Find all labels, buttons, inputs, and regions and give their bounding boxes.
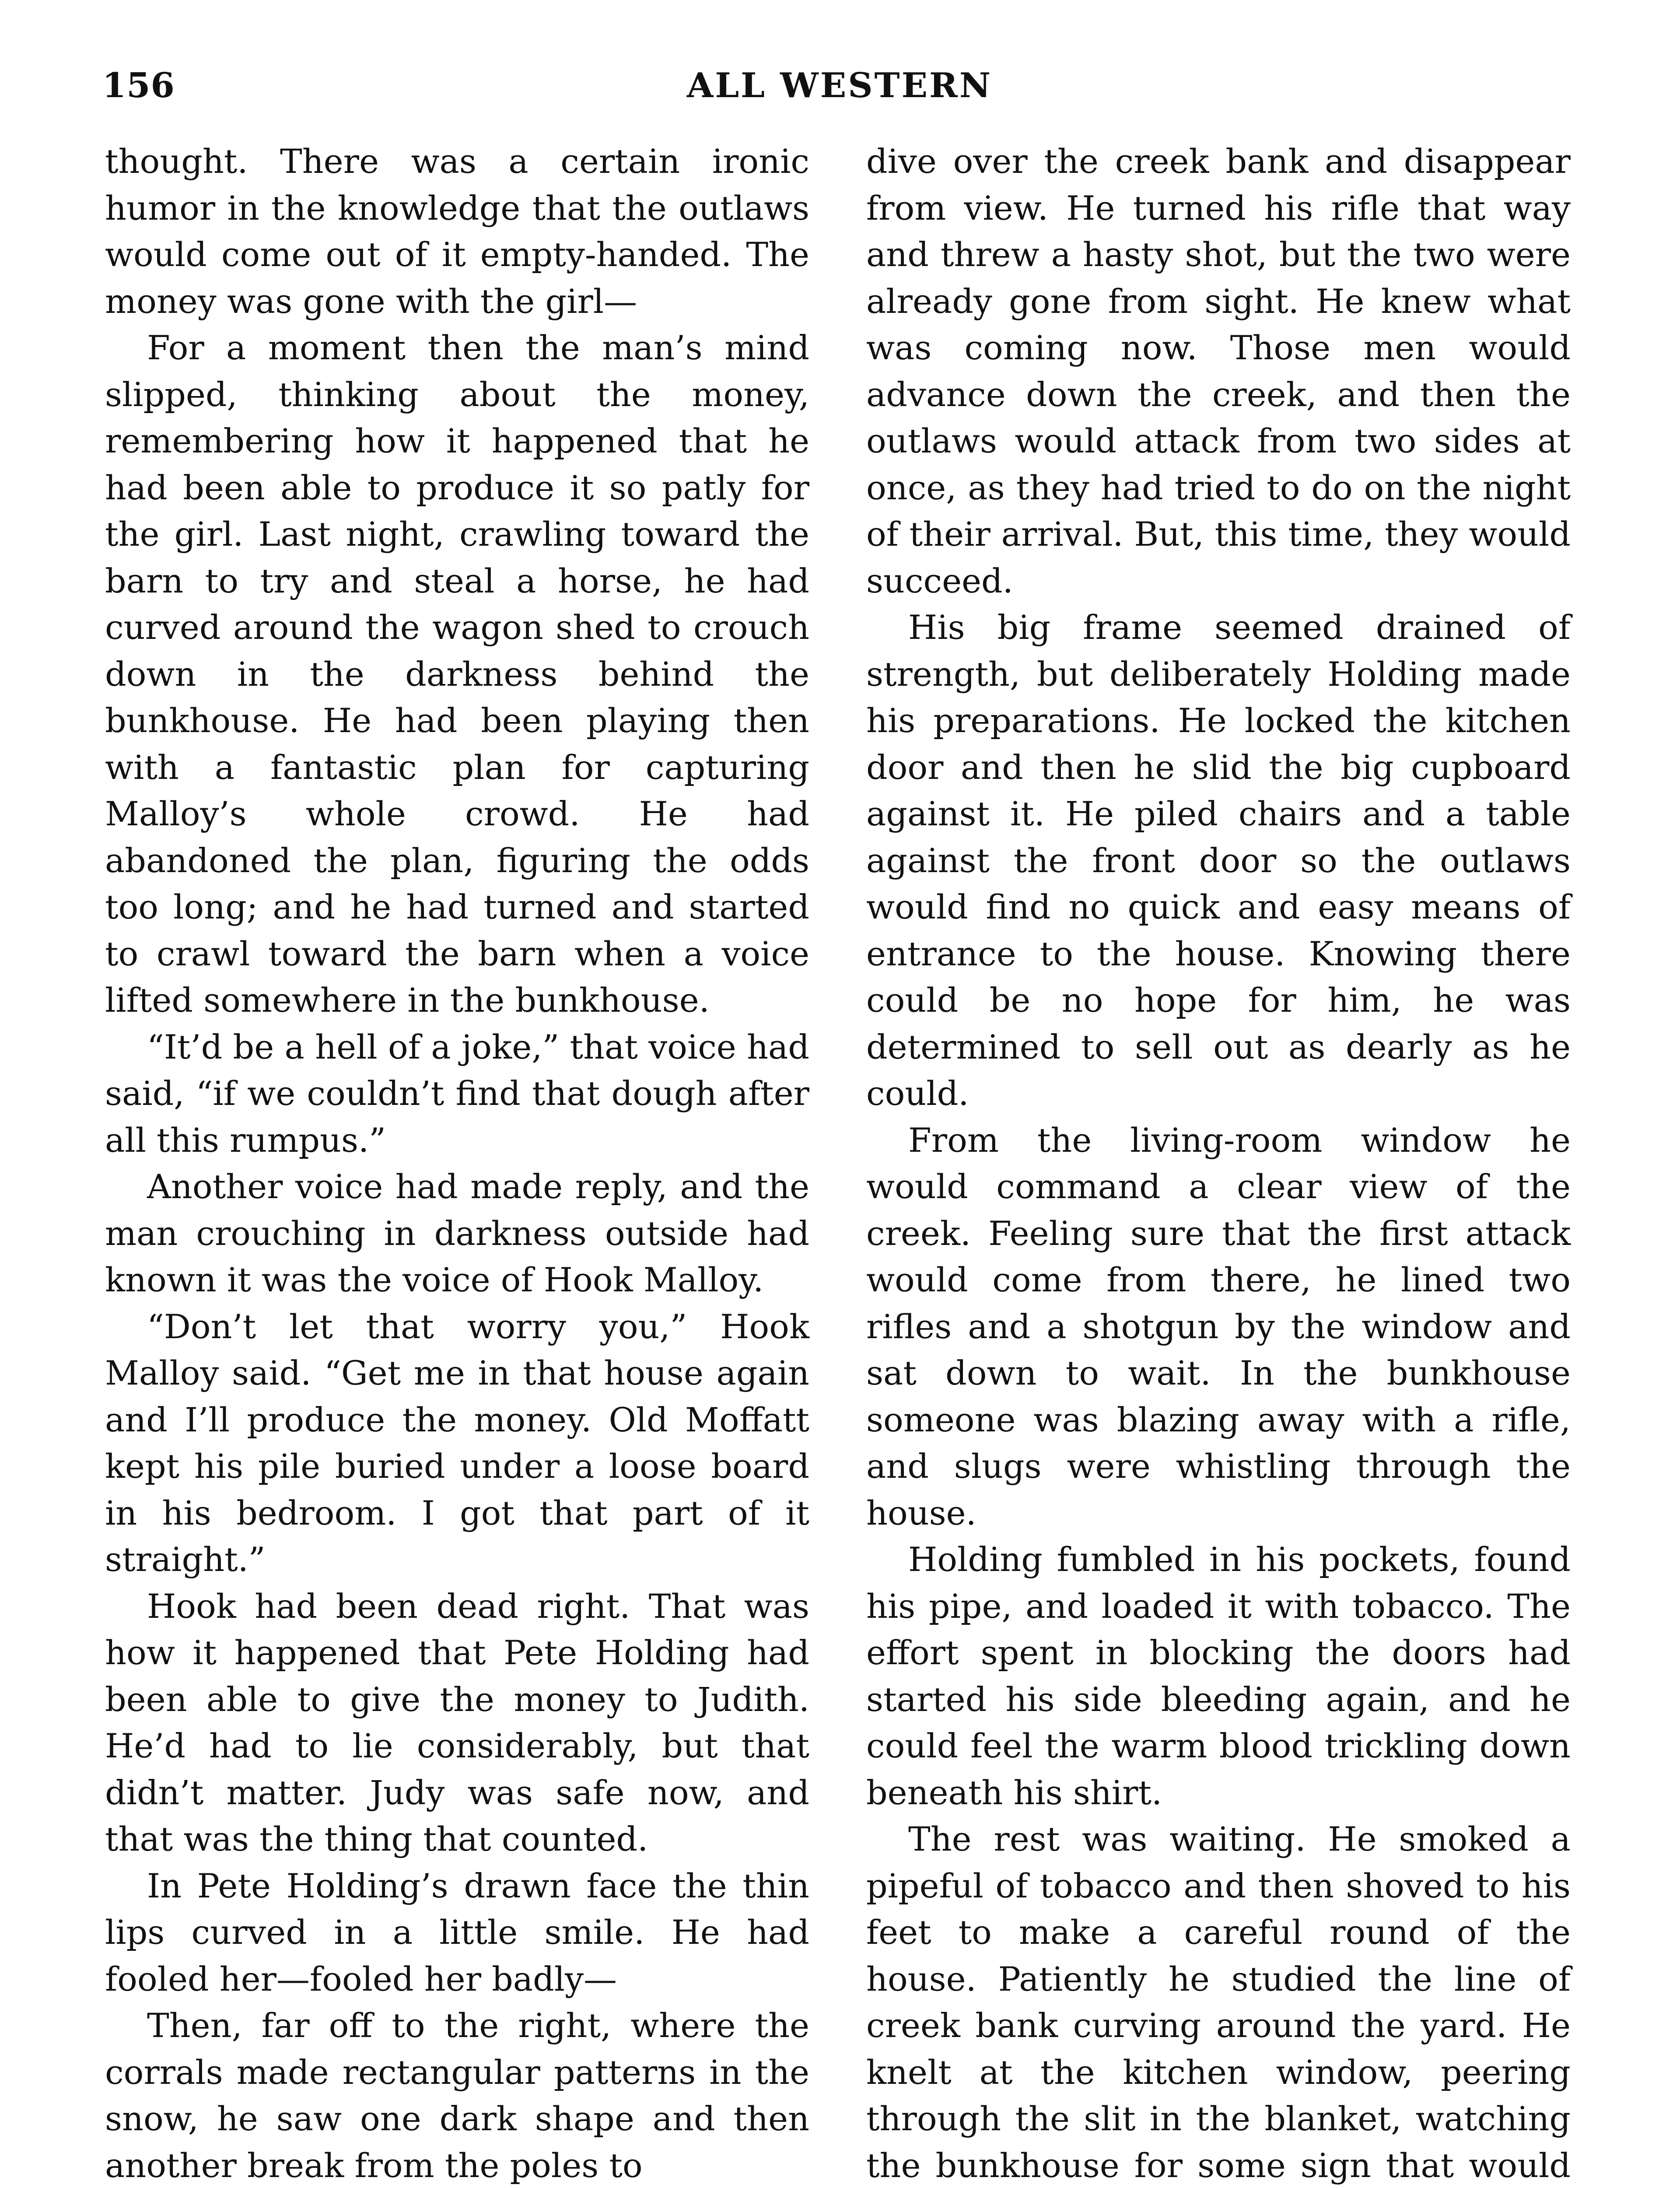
paragraph: thought. There was a certain ironic humor in the knowledge that the outlaws would come out of it empty-handed. The money was gone with the girl—: [105, 142, 809, 321]
left-column: [105, 138, 809, 2188]
paragraph: For a moment then the man’s mind slipped, thinking about the money, remembering how it happened that he had been able to produce it so patly for the girl. Last night, crawling toward the barn to try and steal a horse, he had curved around the wagon shed to crouch down in the darkness behind the bunkhouse. He had been playing then with a fantastic plan for capturing Malloy’s whole crowd. He had abandoned the plan, figuring the odds too long; and he had turned and started to crawl toward the barn when a voice lifted somewhere in the bunkhouse.: [105, 328, 809, 1020]
page-header: [102, 66, 1577, 123]
paragraph: In Pete Holding’s drawn face the thin lips curved in a little smile. He had fooled her—fooled her badly—: [105, 1866, 809, 1999]
paragraph: “Don’t let that worry you,” Hook Malloy said. “Get me in that house again and I’ll produce the money. Old Moffatt kept his pile buried under a loose board in his bedroom. I got that part of it straight.”: [105, 1307, 809, 1579]
page-number: 156: [102, 66, 175, 105]
right-column: [866, 138, 1571, 2188]
paragraph: Then, far off to the right, where the corrals made rectangular patterns in the snow, he saw one dark shape and then another break from the poles to: [105, 2006, 809, 2185]
paragraph: dive over the creek bank and disappear from view. He turned his rifle that way and threw a hasty shot, but the two were already gone from sight. He knew what was coming now. Those men would advance down the creek, and then the outlaws would attack from two sides at once, as they had tried to do on the night of their arrival. But, this time, they would succeed.: [866, 142, 1571, 600]
paragraph: Hook had been dead right. That was how it happened that Pete Holding had been able to give the money to Judith. He’d had to lie considerably, but that didn’t matter. Judy was safe now, and that was the thing that counted.: [105, 1586, 809, 1858]
paragraph: Another voice had made reply, and the man crouching in darkness outside had known it was the voice of Hook Malloy.: [105, 1167, 809, 1299]
paragraph: Holding fumbled in his pockets, found his pipe, and loaded it with tobacco. The effort spent in blocking the doors had started his side bleeding again, and he could feel the warm blood trickling down beneath his shirt.: [866, 1540, 1571, 1812]
paragraph: “It’d be a hell of a joke,” that voice had said, “if we couldn’t find that dough after all this rumpus.”: [105, 1027, 809, 1160]
running-title: ALL WESTERN: [686, 66, 993, 105]
paragraph: His big frame seemed drained of strength, but deliberately Holding made his preparations. He locked the kitchen door and then he slid the big cupboard against it. He piled chairs and a table against the front door so the outlaws would find no quick and easy means of entrance to the house. Knowing there could be no hope for him, he was determined to sell out as dearly as he could.: [866, 608, 1571, 1113]
paragraph: From the living-room window he would command a clear view of the creek. Feeling sure that the first attack would come from there, he lined two rifles and a shotgun by the window and sat down to wait. In the bunkhouse someone was blazing away with a rifle, and slugs were whistling through the house.: [866, 1120, 1571, 1532]
paragraph: The rest was waiting. He smoked a pipeful of tobacco and then shoved to his feet to make a careful round of the house. Patiently he studied the line of creek bank curving around the yard. He knelt at the kitchen window, peering through the slit in the blanket, watching the bunkhouse for some sign that would: [866, 1820, 1571, 2185]
